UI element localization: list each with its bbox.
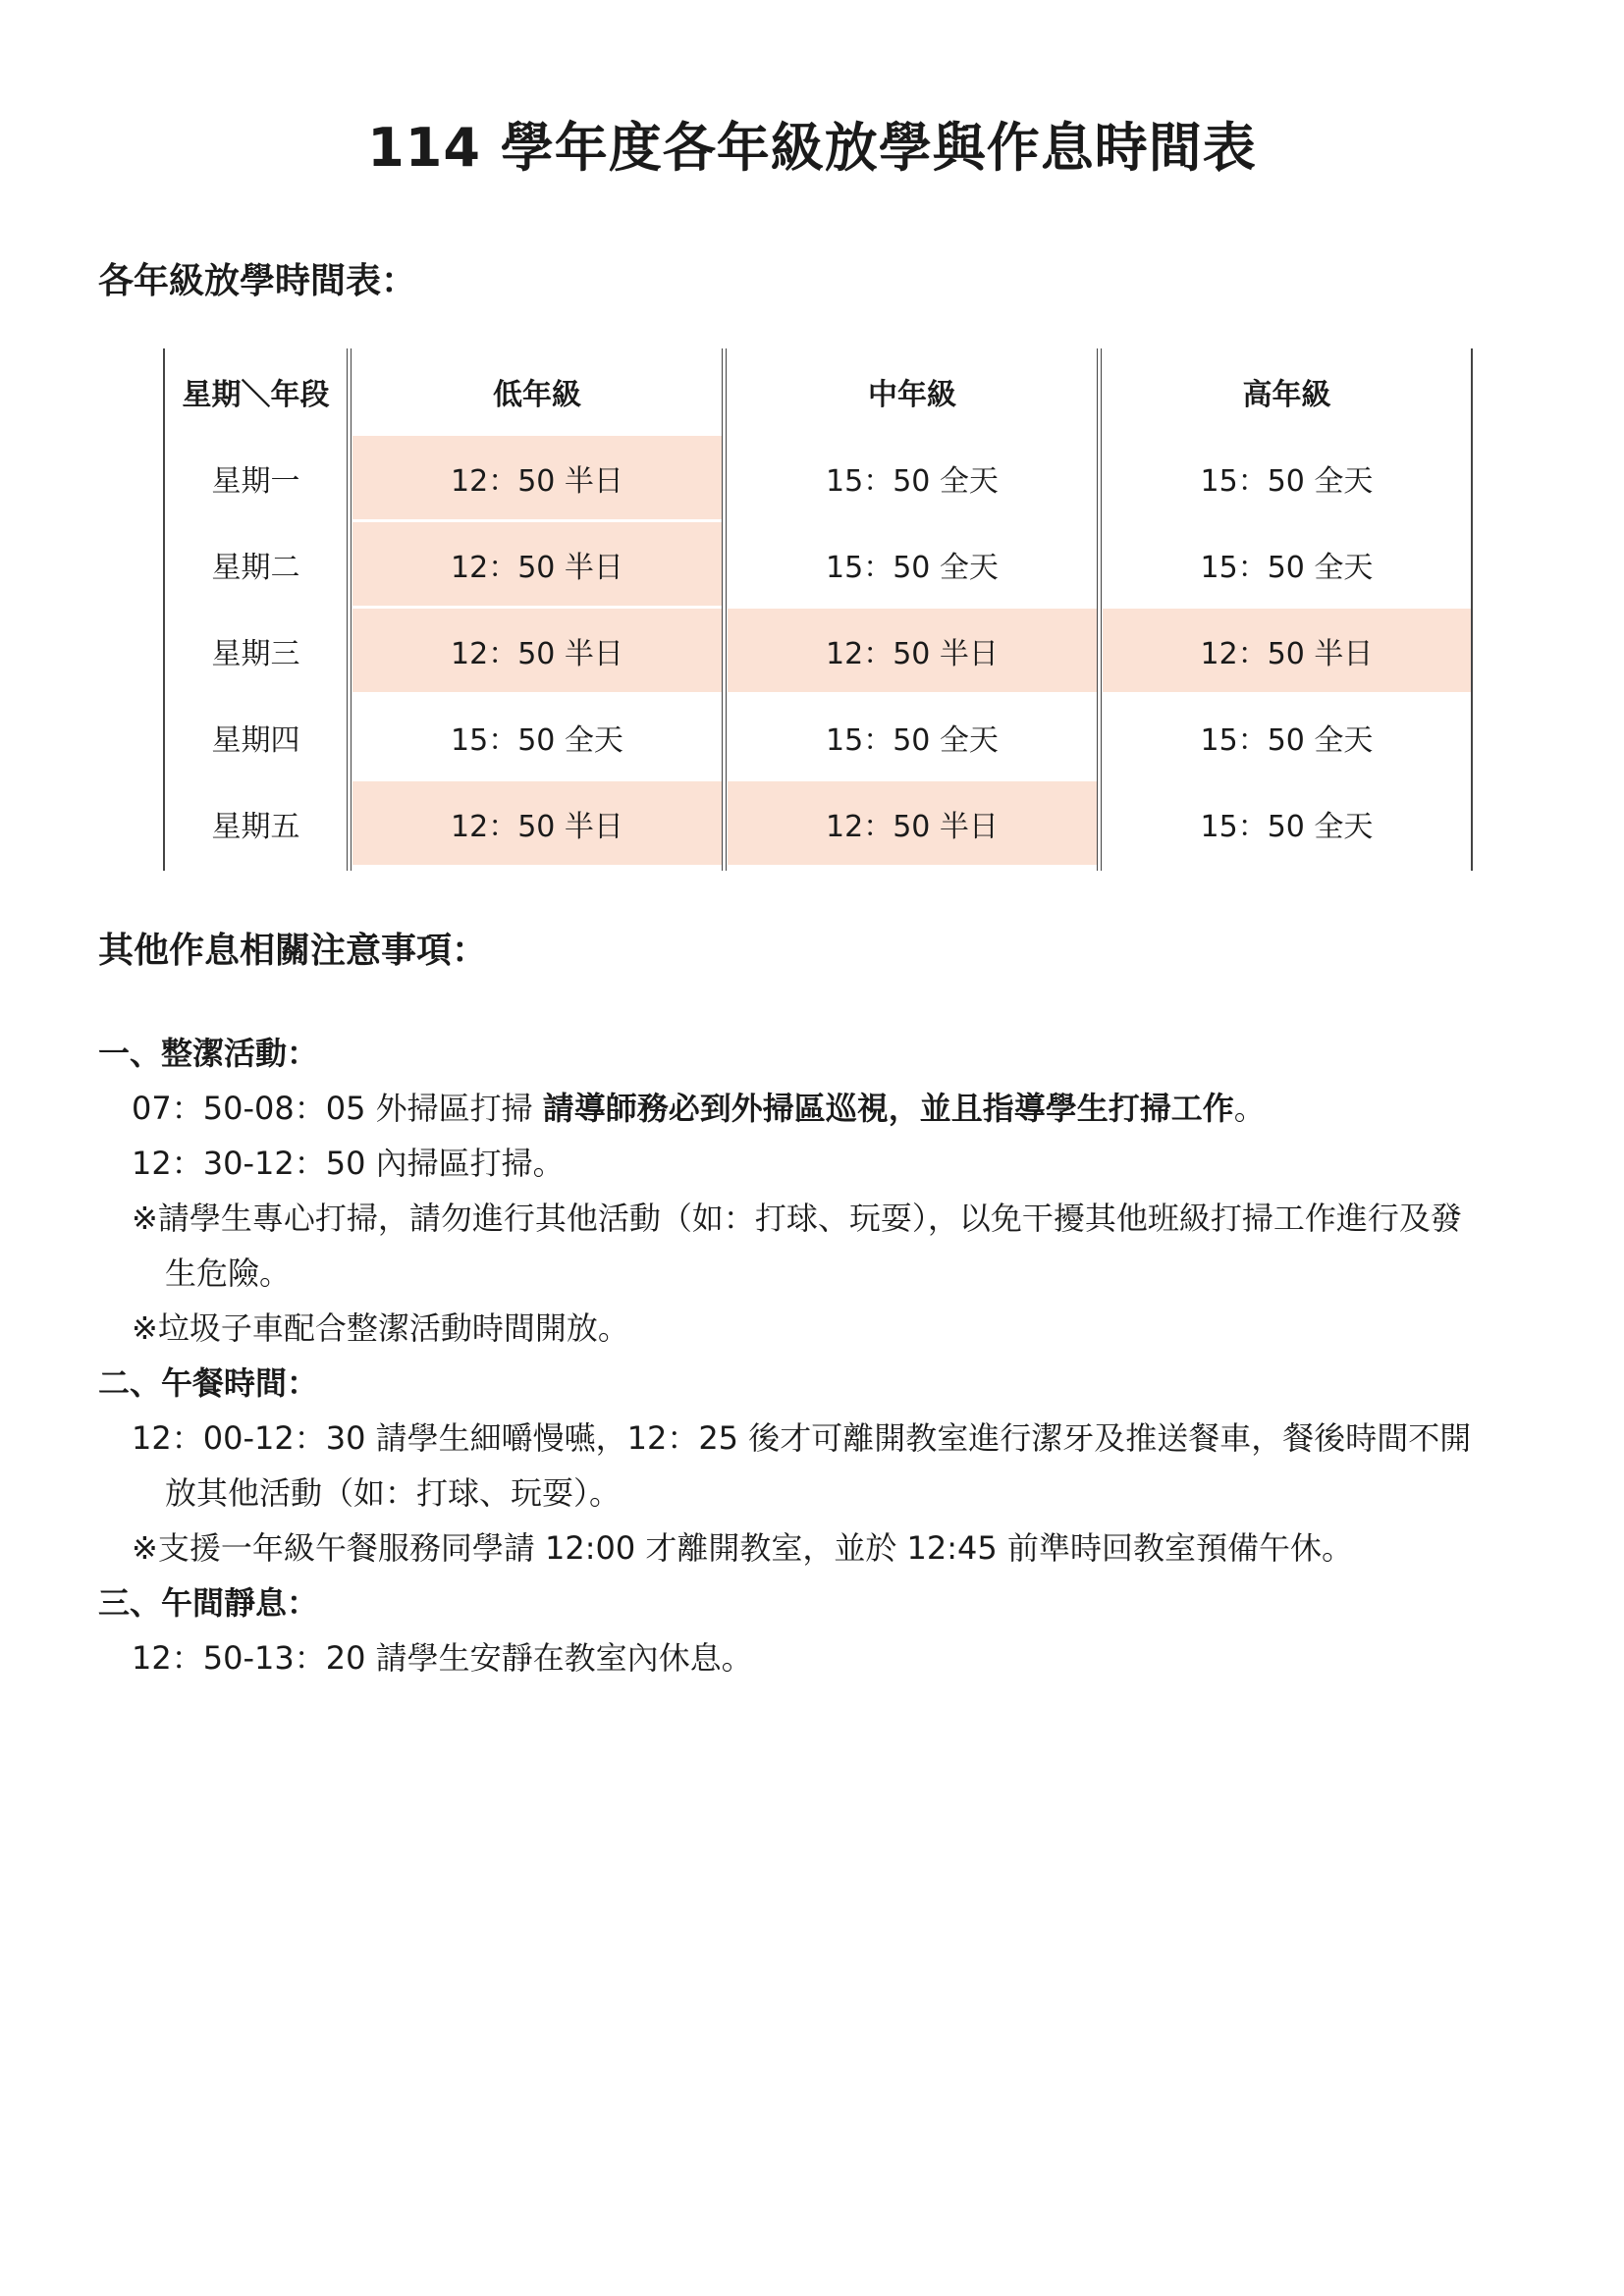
column-header-middle-grades: 中年級 [868, 378, 956, 412]
row-header-day: 星期一 [211, 464, 300, 499]
lunch-helper-line: ※支援一年級午餐服務同學請 12:00 才離開教室，並於 12:45 前準時回教室預備午休。 [132, 1529, 1353, 1567]
row-header-day: 星期三 [211, 637, 300, 671]
cleaning-rule-line-cont: 生危險。 [165, 1255, 292, 1292]
lunch-rule-line: 12：00-12：30 請學生細嚼慢嚥，12：25 後才可離開教室進行潔牙及推送餐車，餐後時間不開 [132, 1419, 1472, 1457]
cleaning-rule-line: ※請學生專心打掃，請勿進行其他活動（如：打球、玩耍），以免干擾其他班級打掃工作進行及發 [132, 1200, 1462, 1237]
cleaning-outdoor-line [98, 1081, 1532, 1136]
rest-line: 12：50-13：20 請學生安靜在教室內休息。 [132, 1639, 753, 1677]
notes-heading: 其他作息相關注意事項： [98, 931, 488, 971]
schedule-cell: 12：50 半日 [1103, 609, 1471, 692]
column-header-upper-grades: 高年級 [1242, 378, 1331, 412]
cleaning-outdoor-time: 07：50-08：05 外掃區打掃 [132, 1090, 533, 1127]
schedule-cell: 15：50 全天 [826, 722, 999, 758]
schedule-heading: 各年級放學時間表： [98, 261, 417, 301]
table-rule-double [347, 348, 348, 871]
row-header-day: 星期二 [211, 551, 300, 585]
schedule-cell: 15：50 全天 [1200, 550, 1374, 585]
schedule-cell: 15：50 全天 [451, 722, 623, 758]
table-rule-double [1097, 348, 1098, 871]
row-header-day: 星期五 [211, 810, 300, 844]
lunch-title: 二、午餐時間： [98, 1364, 319, 1402]
dismissal-schedule-table [163, 348, 1473, 871]
rest-title: 三、午間靜息： [98, 1584, 319, 1622]
cleaning-indoor-line: 12：30-12：50 內掃區打掃。 [132, 1145, 565, 1182]
lunch-rule-line-cont: 放其他活動（如：打球、玩耍）。 [165, 1474, 622, 1512]
schedule-cell: 15：50 全天 [1200, 722, 1374, 758]
page-title: 114 學年度各年級放學與作息時間表 [367, 117, 1257, 179]
table-rule-right [1471, 348, 1473, 871]
schedule-cell: 12：50 半日 [352, 436, 722, 519]
schedule-cell: 12：50 半日 [728, 781, 1097, 865]
schedule-cell: 12：50 半日 [352, 522, 722, 606]
notes-section [98, 1026, 1532, 1685]
table-rule-double [722, 348, 723, 871]
table-rule-double [1101, 348, 1102, 871]
schedule-cell: 12：50 半日 [728, 609, 1097, 692]
cleaning-title: 一、整潔活動： [98, 1035, 319, 1072]
cleaning-trash-line: ※垃圾子車配合整潔活動時間開放。 [132, 1309, 629, 1347]
table-rule-double [726, 348, 727, 871]
schedule-cell: 12：50 半日 [352, 781, 722, 865]
schedule-cell: 15：50 全天 [826, 463, 999, 499]
table-rule-double [351, 348, 352, 871]
column-header-lower-grades: 低年級 [493, 378, 581, 412]
table-corner-header: 星期＼年段 [182, 378, 330, 412]
schedule-cell: 12：50 半日 [352, 609, 722, 692]
cleaning-outdoor-end: 。 [1233, 1090, 1266, 1127]
schedule-cell: 15：50 全天 [1200, 809, 1374, 844]
row-header-day: 星期四 [211, 723, 300, 758]
schedule-cell: 15：50 全天 [1200, 463, 1374, 499]
schedule-cell: 15：50 全天 [826, 550, 999, 585]
cleaning-teacher-reminder: 請導師務必到外掃區巡視，並且指導學生打掃工作 [542, 1090, 1234, 1127]
